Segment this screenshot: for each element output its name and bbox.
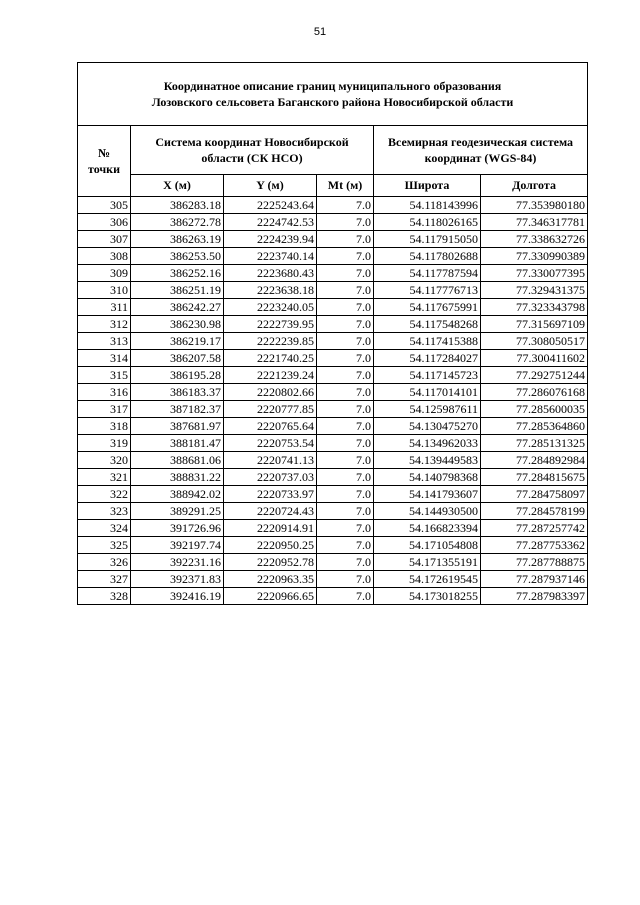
mt-cell: 7.0 bbox=[317, 537, 374, 554]
y-cell: 2220733.97 bbox=[224, 486, 317, 503]
x-cell: 386252.16 bbox=[131, 265, 224, 282]
table-row bbox=[78, 520, 588, 537]
nso-system-header bbox=[131, 126, 374, 175]
table-row bbox=[78, 537, 588, 554]
y-cell: 2220724.43 bbox=[224, 503, 317, 520]
longitude-cell: 77.287257742 bbox=[481, 520, 588, 537]
longitude-cell: 77.287788875 bbox=[481, 554, 588, 571]
x-cell: 389291.25 bbox=[131, 503, 224, 520]
latitude-cell: 54.117787594 bbox=[374, 265, 481, 282]
x-cell: 386195.28 bbox=[131, 367, 224, 384]
x-cell: 392416.19 bbox=[131, 588, 224, 605]
table-row bbox=[78, 299, 588, 316]
y-cell: 2223638.18 bbox=[224, 282, 317, 299]
x-cell: 392231.16 bbox=[131, 554, 224, 571]
mt-cell: 7.0 bbox=[317, 214, 374, 231]
mt-cell: 7.0 bbox=[317, 588, 374, 605]
point-number-symbol: № bbox=[97, 146, 111, 160]
longitude-cell: 77.284892984 bbox=[481, 452, 588, 469]
x-cell: 387681.97 bbox=[131, 418, 224, 435]
table-row bbox=[78, 486, 588, 503]
longitude-cell: 77.285364860 bbox=[481, 418, 588, 435]
y-cell: 2220737.03 bbox=[224, 469, 317, 486]
longitude-cell: 77.329431375 bbox=[481, 282, 588, 299]
latitude-cell: 54.117915050 bbox=[374, 231, 481, 248]
point-number-cell: 311 bbox=[78, 299, 131, 316]
point-number-header bbox=[78, 126, 131, 197]
mt-cell: 7.0 bbox=[317, 384, 374, 401]
point-number-cell: 322 bbox=[78, 486, 131, 503]
table-row bbox=[78, 401, 588, 418]
mt-cell: 7.0 bbox=[317, 435, 374, 452]
point-number-cell: 306 bbox=[78, 214, 131, 231]
mt-cell: 7.0 bbox=[317, 350, 374, 367]
mt-cell: 7.0 bbox=[317, 401, 374, 418]
y-cell: 2220753.54 bbox=[224, 435, 317, 452]
table-row bbox=[78, 350, 588, 367]
y-cell: 2220802.66 bbox=[224, 384, 317, 401]
longitude-cell: 77.338632726 bbox=[481, 231, 588, 248]
table-row bbox=[78, 418, 588, 435]
longitude-cell: 77.285131325 bbox=[481, 435, 588, 452]
x-cell: 386207.58 bbox=[131, 350, 224, 367]
longitude-cell: 77.284815675 bbox=[481, 469, 588, 486]
x-cell: 386251.19 bbox=[131, 282, 224, 299]
y-cell: 2220963.35 bbox=[224, 571, 317, 588]
table-row bbox=[78, 333, 588, 350]
point-number-cell: 315 bbox=[78, 367, 131, 384]
mt-cell: 7.0 bbox=[317, 503, 374, 520]
table-row bbox=[78, 554, 588, 571]
x-cell: 392197.74 bbox=[131, 537, 224, 554]
point-number-cell: 317 bbox=[78, 401, 131, 418]
y-cell: 2220914.91 bbox=[224, 520, 317, 537]
nso-system-line-2: области (СК НСО) bbox=[201, 151, 303, 165]
latitude-header: Широта bbox=[374, 175, 481, 197]
y-header: Y (м) bbox=[224, 175, 317, 197]
table-row bbox=[78, 503, 588, 520]
table-row bbox=[78, 197, 588, 214]
point-number-cell: 319 bbox=[78, 435, 131, 452]
mt-cell: 7.0 bbox=[317, 299, 374, 316]
latitude-cell: 54.144930500 bbox=[374, 503, 481, 520]
x-cell: 386230.98 bbox=[131, 316, 224, 333]
longitude-cell: 77.292751244 bbox=[481, 367, 588, 384]
mt-cell: 7.0 bbox=[317, 231, 374, 248]
y-cell: 2225243.64 bbox=[224, 197, 317, 214]
point-number-cell: 307 bbox=[78, 231, 131, 248]
y-cell: 2220950.25 bbox=[224, 537, 317, 554]
longitude-cell: 77.284578199 bbox=[481, 503, 588, 520]
table-row bbox=[78, 452, 588, 469]
latitude-cell: 54.117145723 bbox=[374, 367, 481, 384]
y-cell: 2220741.13 bbox=[224, 452, 317, 469]
point-number-cell: 326 bbox=[78, 554, 131, 571]
mt-cell: 7.0 bbox=[317, 316, 374, 333]
point-number-cell: 320 bbox=[78, 452, 131, 469]
longitude-cell: 77.308050517 bbox=[481, 333, 588, 350]
latitude-cell: 54.130475270 bbox=[374, 418, 481, 435]
mt-cell: 7.0 bbox=[317, 367, 374, 384]
y-cell: 2224742.53 bbox=[224, 214, 317, 231]
x-cell: 388681.06 bbox=[131, 452, 224, 469]
table-row bbox=[78, 316, 588, 333]
y-cell: 2220966.65 bbox=[224, 588, 317, 605]
x-cell: 387182.37 bbox=[131, 401, 224, 418]
mt-cell: 7.0 bbox=[317, 452, 374, 469]
mt-cell: 7.0 bbox=[317, 197, 374, 214]
mt-cell: 7.0 bbox=[317, 333, 374, 350]
x-cell: 388181.47 bbox=[131, 435, 224, 452]
longitude-cell: 77.315697109 bbox=[481, 316, 588, 333]
longitude-cell: 77.346317781 bbox=[481, 214, 588, 231]
point-number-cell: 312 bbox=[78, 316, 131, 333]
latitude-cell: 54.171054808 bbox=[374, 537, 481, 554]
table-row bbox=[78, 384, 588, 401]
longitude-cell: 77.330990389 bbox=[481, 248, 588, 265]
latitude-cell: 54.117776713 bbox=[374, 282, 481, 299]
point-number-cell: 313 bbox=[78, 333, 131, 350]
x-cell: 386183.37 bbox=[131, 384, 224, 401]
table-row bbox=[78, 248, 588, 265]
longitude-cell: 77.286076168 bbox=[481, 384, 588, 401]
wgs-system-header bbox=[374, 126, 588, 175]
y-cell: 2221740.25 bbox=[224, 350, 317, 367]
y-cell: 2221239.24 bbox=[224, 367, 317, 384]
longitude-header: Долгота bbox=[481, 175, 588, 197]
mt-cell: 7.0 bbox=[317, 248, 374, 265]
coordinates-table bbox=[77, 62, 588, 605]
longitude-cell: 77.323343798 bbox=[481, 299, 588, 316]
mt-cell: 7.0 bbox=[317, 418, 374, 435]
latitude-cell: 54.171355191 bbox=[374, 554, 481, 571]
point-number-label: точки bbox=[87, 162, 121, 176]
table-body bbox=[78, 197, 588, 605]
mt-cell: 7.0 bbox=[317, 571, 374, 588]
point-number-cell: 324 bbox=[78, 520, 131, 537]
point-number-cell: 321 bbox=[78, 469, 131, 486]
y-cell: 2222239.85 bbox=[224, 333, 317, 350]
page-number: 51 bbox=[313, 26, 327, 38]
point-number-cell: 323 bbox=[78, 503, 131, 520]
x-cell: 386219.17 bbox=[131, 333, 224, 350]
table-title bbox=[78, 63, 588, 126]
mt-cell: 7.0 bbox=[317, 486, 374, 503]
table-row bbox=[78, 435, 588, 452]
mt-header: Mt (м) bbox=[317, 175, 374, 197]
point-number-cell: 327 bbox=[78, 571, 131, 588]
latitude-cell: 54.166823394 bbox=[374, 520, 481, 537]
x-header: X (м) bbox=[131, 175, 224, 197]
table-row bbox=[78, 367, 588, 384]
point-number-cell: 318 bbox=[78, 418, 131, 435]
latitude-cell: 54.140798368 bbox=[374, 469, 481, 486]
longitude-cell: 77.330077395 bbox=[481, 265, 588, 282]
y-cell: 2223240.05 bbox=[224, 299, 317, 316]
y-cell: 2224239.94 bbox=[224, 231, 317, 248]
latitude-cell: 54.173018255 bbox=[374, 588, 481, 605]
table-row bbox=[78, 214, 588, 231]
latitude-cell: 54.117014101 bbox=[374, 384, 481, 401]
wgs-system-line-1: Всемирная геодезическая система bbox=[388, 135, 574, 149]
y-cell: 2220777.85 bbox=[224, 401, 317, 418]
y-cell: 2223680.43 bbox=[224, 265, 317, 282]
x-cell: 386242.27 bbox=[131, 299, 224, 316]
x-cell: 392371.83 bbox=[131, 571, 224, 588]
longitude-cell: 77.287937146 bbox=[481, 571, 588, 588]
point-number-cell: 325 bbox=[78, 537, 131, 554]
latitude-cell: 54.172619545 bbox=[374, 571, 481, 588]
y-cell: 2220952.78 bbox=[224, 554, 317, 571]
table-row bbox=[78, 588, 588, 605]
x-cell: 386253.50 bbox=[131, 248, 224, 265]
point-number-cell: 314 bbox=[78, 350, 131, 367]
latitude-cell: 54.141793607 bbox=[374, 486, 481, 503]
x-cell: 391726.96 bbox=[131, 520, 224, 537]
mt-cell: 7.0 bbox=[317, 520, 374, 537]
table-row bbox=[78, 265, 588, 282]
longitude-cell: 77.287983397 bbox=[481, 588, 588, 605]
nso-system-line-1: Система координат Новосибирской bbox=[155, 135, 349, 149]
longitude-cell: 77.284758097 bbox=[481, 486, 588, 503]
longitude-cell: 77.287753362 bbox=[481, 537, 588, 554]
mt-cell: 7.0 bbox=[317, 554, 374, 571]
longitude-cell: 77.353980180 bbox=[481, 197, 588, 214]
latitude-cell: 54.117415388 bbox=[374, 333, 481, 350]
point-number-cell: 309 bbox=[78, 265, 131, 282]
x-cell: 388942.02 bbox=[131, 486, 224, 503]
x-cell: 386283.18 bbox=[131, 197, 224, 214]
point-number-cell: 308 bbox=[78, 248, 131, 265]
latitude-cell: 54.134962033 bbox=[374, 435, 481, 452]
point-number-cell: 305 bbox=[78, 197, 131, 214]
latitude-cell: 54.117284027 bbox=[374, 350, 481, 367]
table-row bbox=[78, 469, 588, 486]
x-cell: 386263.19 bbox=[131, 231, 224, 248]
latitude-cell: 54.125987611 bbox=[374, 401, 481, 418]
y-cell: 2222739.95 bbox=[224, 316, 317, 333]
latitude-cell: 54.117548268 bbox=[374, 316, 481, 333]
latitude-cell: 54.117802688 bbox=[374, 248, 481, 265]
point-number-cell: 310 bbox=[78, 282, 131, 299]
latitude-cell: 54.139449583 bbox=[374, 452, 481, 469]
title-line-1: Координатное описание границ муниципального образования bbox=[163, 79, 502, 93]
y-cell: 2223740.14 bbox=[224, 248, 317, 265]
x-cell: 388831.22 bbox=[131, 469, 224, 486]
latitude-cell: 54.118026165 bbox=[374, 214, 481, 231]
title-line-2: Лозовского сельсовета Баганского района Новосибирской области bbox=[151, 95, 514, 109]
mt-cell: 7.0 bbox=[317, 265, 374, 282]
latitude-cell: 54.118143996 bbox=[374, 197, 481, 214]
wgs-system-line-2: координат (WGS-84) bbox=[424, 151, 537, 165]
mt-cell: 7.0 bbox=[317, 469, 374, 486]
table-row bbox=[78, 231, 588, 248]
y-cell: 2220765.64 bbox=[224, 418, 317, 435]
x-cell: 386272.78 bbox=[131, 214, 224, 231]
mt-cell: 7.0 bbox=[317, 282, 374, 299]
longitude-cell: 77.285600035 bbox=[481, 401, 588, 418]
table-row bbox=[78, 282, 588, 299]
point-number-cell: 328 bbox=[78, 588, 131, 605]
table-row bbox=[78, 571, 588, 588]
longitude-cell: 77.300411602 bbox=[481, 350, 588, 367]
latitude-cell: 54.117675991 bbox=[374, 299, 481, 316]
point-number-cell: 316 bbox=[78, 384, 131, 401]
